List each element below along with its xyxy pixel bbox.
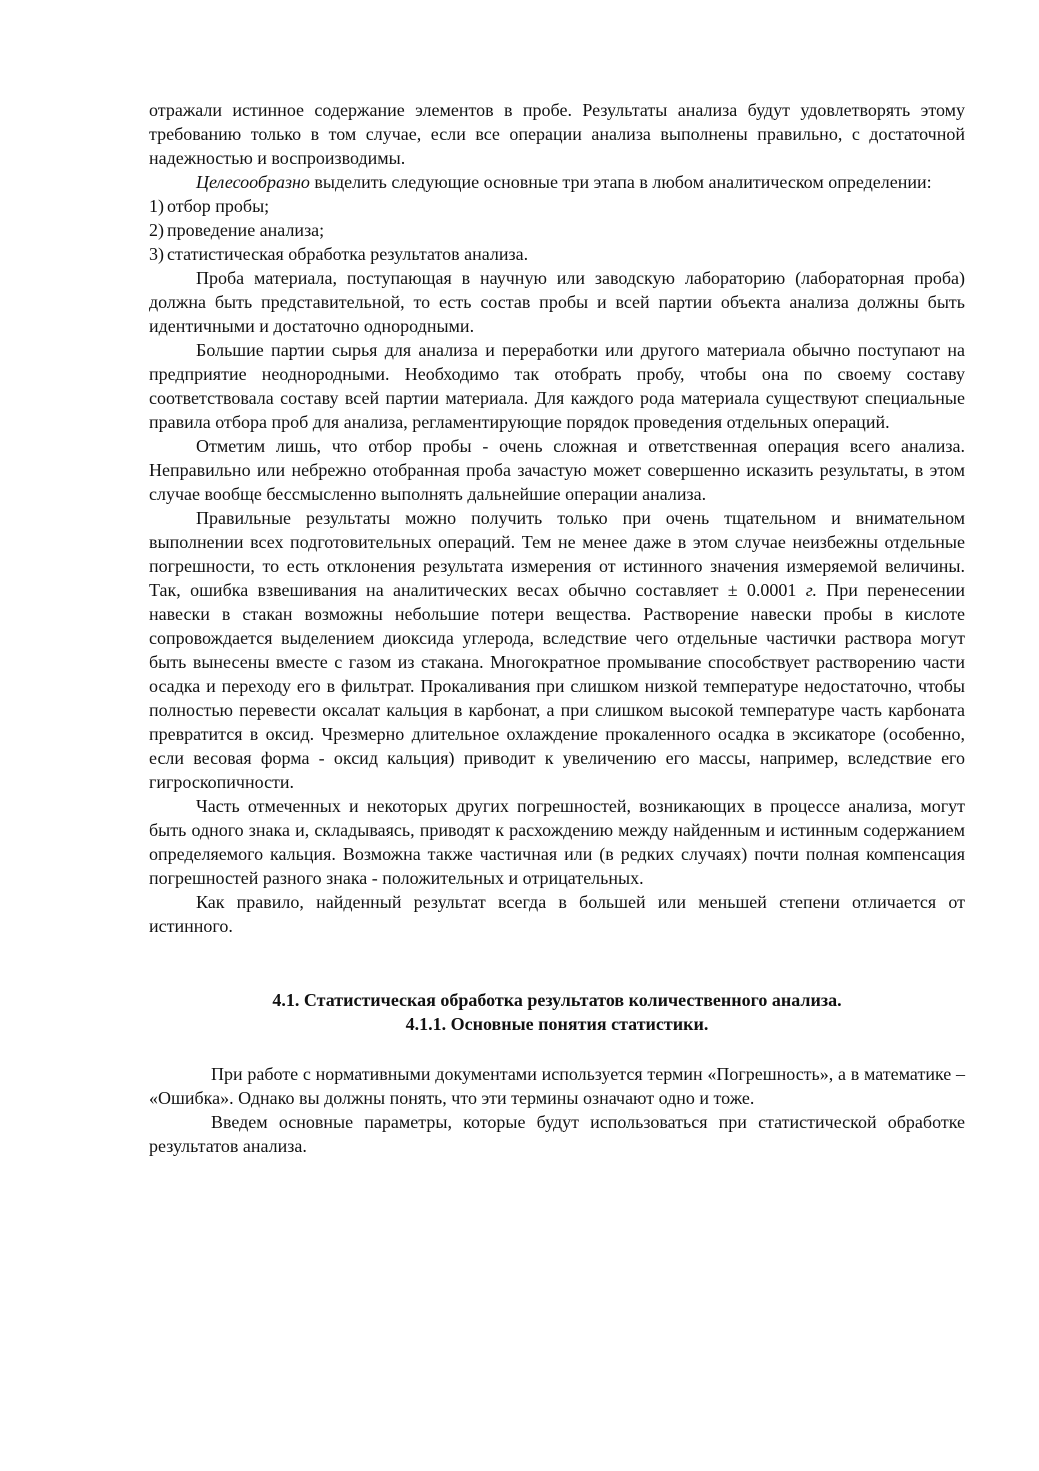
paragraph <box>149 170 965 194</box>
paragraph: Проба материала, поступающая в научную или заводскую лабораторию (лабораторная проба) должна быть представительной, то есть состав пробы и всей партии объекта анализа должны быть идентичными и достаточно однородными. <box>149 268 965 336</box>
paragraph: Как правило, найденный результат всегда в большей или меньшей степени отличается от истинного. <box>149 892 965 936</box>
emphasis-text: г. <box>805 580 817 600</box>
paragraph-text: Правильные результаты можно получить только при очень тщательном и внимательном выполнении всех подготовительных операций. Тем не менее даже в этом случае неизбежны отдельные погрешности, то есть отклонения результата измерения от истинного значения измеряемой величины. Так, ошибка взвешивания на аналитических весах обычно составляет ± 0.0001 <box>149 508 965 600</box>
paragraph: Отметим лишь, что отбор пробы - очень сложная и ответственная операция всего анализа. Неправильно или небрежно отобранная проба зачастую может совершенно исказить результаты, в этом случае вообще бессмысленно выполнять дальнейшие операции анализа. <box>149 436 965 504</box>
paragraph: Часть отмеченных и некоторых других погрешностей, возникающих в процессе анализа, могут быть одного знака и, складываясь, приводят к расхождению между найденным и истинным содержанием определяемого кальция. Возможна также частичная или (в редких случаях) почти полная компенсация погрешностей разного знака - положительных и отрицательных. <box>149 796 965 888</box>
paragraph: При работе с нормативными документами используется термин «Погрешность», а в математике – «Ошибка». Однако вы должны понять, что эти термины означают одно и тоже. <box>149 1064 965 1108</box>
list-number: 1) <box>149 196 164 216</box>
paragraph: Введем основные параметры, которые будут использоваться при статистической обработке результатов анализа. <box>149 1112 965 1156</box>
section-title: 4.1. Статистическая обработка результатов количественного анализа. <box>272 990 842 1010</box>
list-item <box>149 218 965 242</box>
list-text: отбор пробы; <box>167 196 270 216</box>
paragraph: Большие партии сырья для анализа и переработки или другого материала обычно поступают на предприятие неоднородными. Необходимо так отобрать пробу, чтобы она по своему составу соответствовала составу всей партии материала. Для каждого рода материала существуют специальные правила отбора проб для анализа, регламентирующие порядок проведения отдельных операций. <box>149 340 965 432</box>
list-number: 2) <box>149 220 164 240</box>
list-text: статистическая обработка результатов анализа. <box>167 244 529 264</box>
list-item <box>149 242 965 266</box>
numbered-list <box>149 194 965 266</box>
emphasis-text: Целесообразно <box>196 172 310 192</box>
paragraph: отражали истинное содержание элементов в пробе. Результаты анализа будут удовлетворять этому требованию только в том случае, если все операции анализа выполнены правильно, с достаточной надежностью и воспроизводимы. <box>149 100 965 168</box>
section-heading <box>149 988 965 1036</box>
list-text: проведение анализа; <box>167 220 325 240</box>
paragraph-text: выделить следующие основные три этапа в любом аналитическом определении: <box>309 172 932 192</box>
list-item <box>149 194 965 218</box>
subsection-title: 4.1.1. Основные понятия статистики. <box>405 1014 709 1034</box>
paragraph-text: При перенесении навески в стакан возможны небольшие потери вещества. Растворение навески пробы в кислоте сопровождается выделением диоксида углерода, вследствие чего отдельные частички раствора могут быть вынесены вместе с газом из стакана. Многократное промывание способствует растворению части осадка и переходу его в фильтрат. Прокаливания при слишком низкой температуре недостаточно, чтобы полностью перевести оксалат кальция в карбонат, а при слишком высокой температуре часть карбоната превратится в оксид. Чрезмерно длительное охлаждение прокаленного осадка в эксикаторе (особенно, если весовая форма - оксид кальция) приводит к увеличению его массы, например, вследствие его гигроскопичности. <box>149 580 965 792</box>
list-number: 3) <box>149 244 164 264</box>
paragraph <box>149 506 965 794</box>
document-page <box>149 98 965 1158</box>
